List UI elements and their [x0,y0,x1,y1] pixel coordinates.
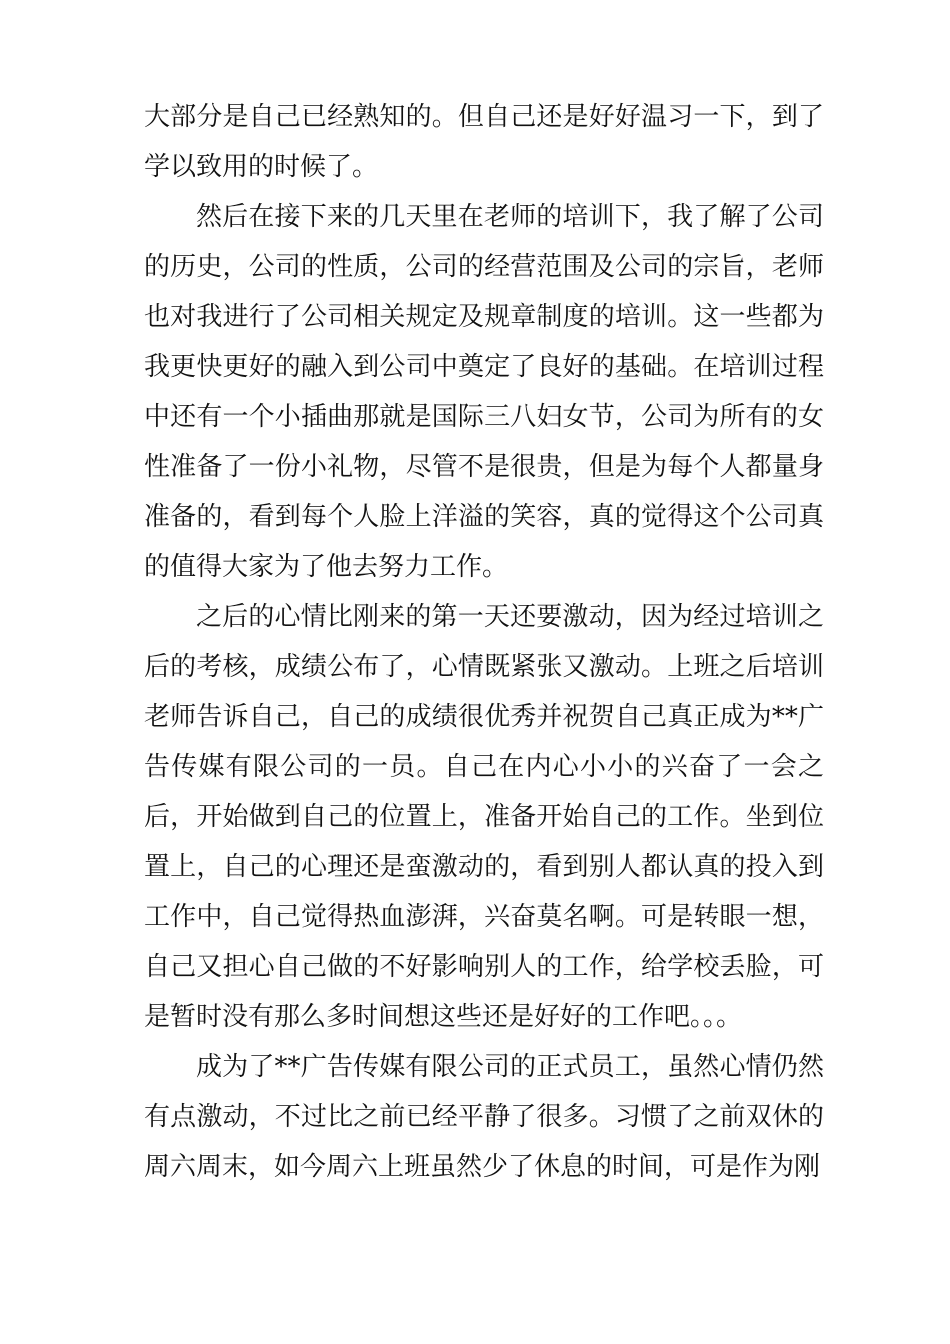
paragraph-assessment: 之后的心情比刚来的第一天还要激动，因为经过培训之后的考核，成绩公布了，心情既紧张又激动。上班之后培训老师告诉自己，自己的成绩很优秀并祝贺自己真正成为**广告传媒有限公司的一员。自己在内心小小的兴奋了一会之后，开始做到自己的位置上，准备开始自己的工作。坐到位置上，自己的心理还是蛮激动的，看到别人都认真的投入到工作中，自己觉得热血澎湃，兴奋莫名啊。可是转眼一想，自己又担心自己做的不好影响别人的工作，给学校丢脸，可是暂时没有那么多时间想这些还是好好的工作吧。。。 [144,602,824,1032]
paragraph-continuation: 大部分是自己已经熟知的。但自己还是好好温习一下，到了学以致用的时候了。 [144,102,824,182]
paragraph-training: 然后在接下来的几天里在老师的培训下，我了解了公司的历史，公司的性质，公司的经营范围及公司的宗旨，老师也对我进行了公司相关规定及规章制度的培训。这一些都为我更快更好的融入到公司中奠定了良好的基础。在培训过程中还有一个小插曲那就是国际三八妇女节，公司为所有的女性准备了一份小礼物，尽管不是很贵，但是为每个人都量身准备的，看到每个人脸上洋溢的笑容，真的觉得这个公司真的值得大家为了他去努力工作。 [144,202,824,582]
paragraph-formal-employee: 成为了**广告传媒有限公司的正式员工，虽然心情仍然有点激动，不过比之前已经平静了很多。习惯了之前双休的周六周末，如今周六上班虽然少了休息的时间，可是作为刚 [144,1052,824,1182]
document-body [144,92,824,1192]
